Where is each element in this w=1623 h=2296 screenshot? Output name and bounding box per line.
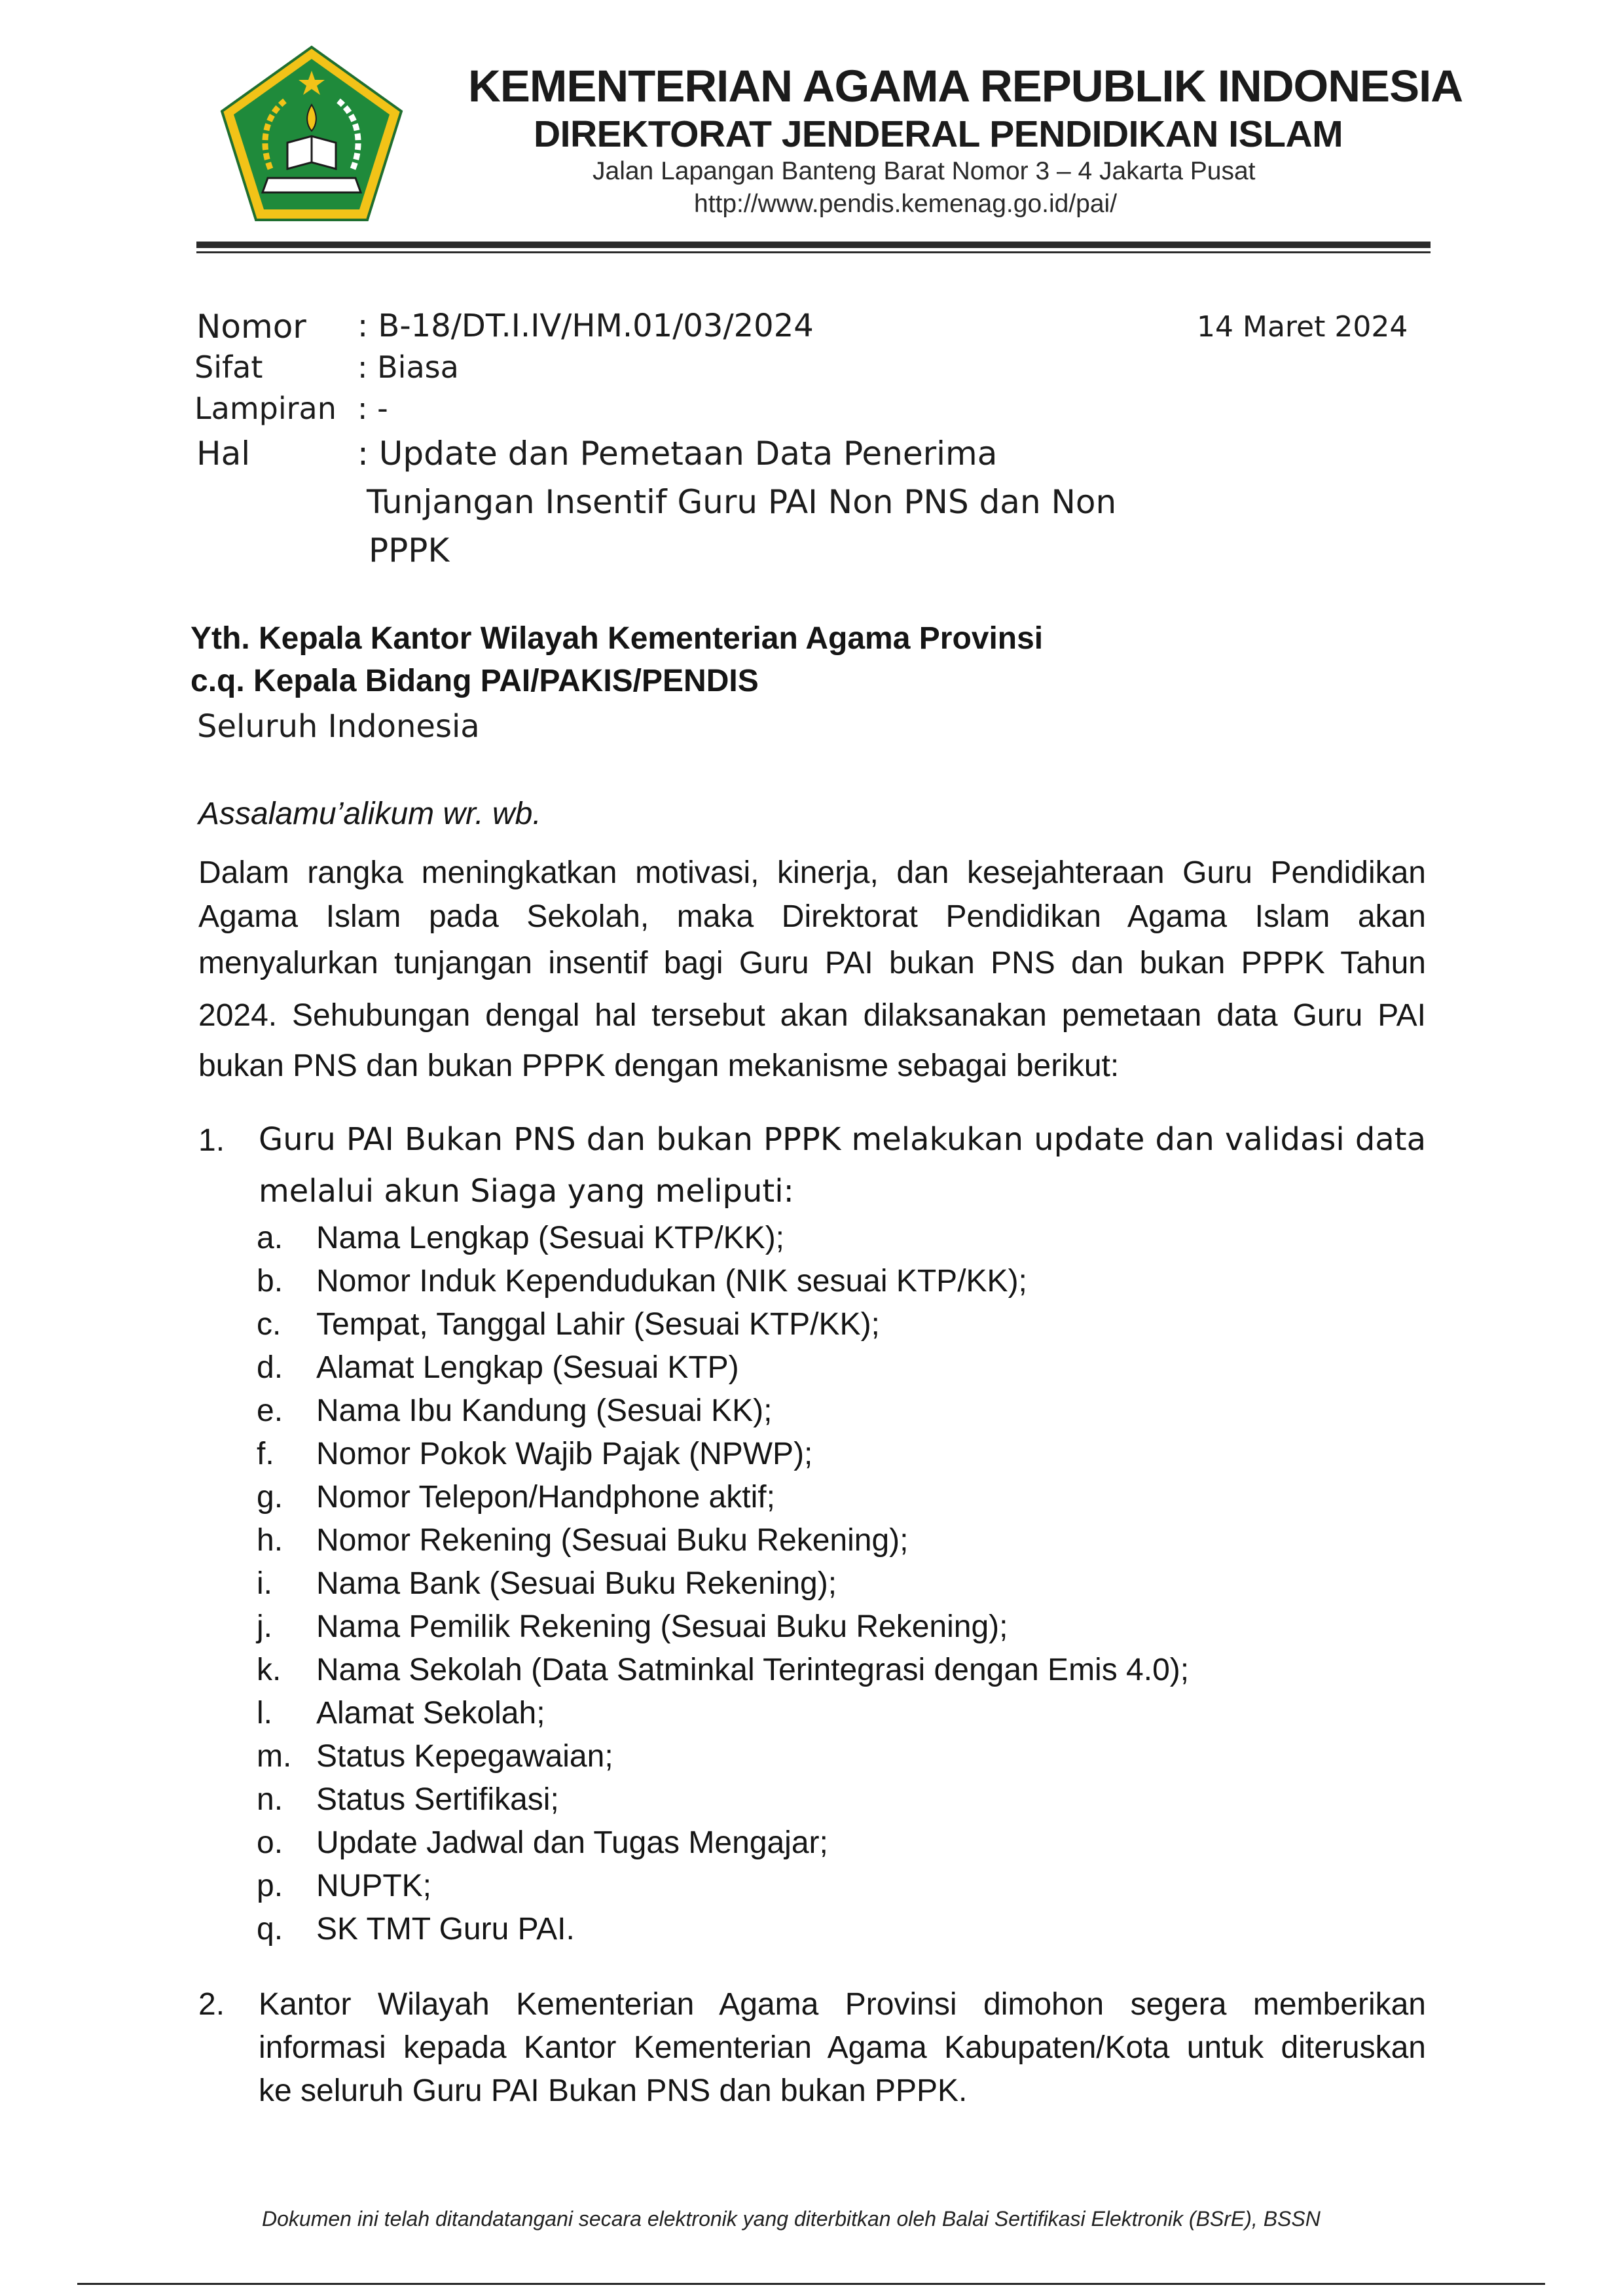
sublist-item: Tempat, Tanggal Lahir (Sesuai KTP/KK); [316,1307,880,1342]
sublist-item: Status Kepegawaian; [316,1739,613,1774]
recipient-line2: c.q. Kepala Bidang PAI/PAKIS/PENDIS [191,664,759,698]
intro-line4: 2024. Sehubungan dengal hal tersebut akan dilaksanakan pemetaan data Guru PAI [198,998,1426,1033]
sublist-item: Nama Pemilik Rekening (Sesuai Buku Rekening); [316,1609,1008,1644]
letter-date: 14 Maret 2024 [1197,310,1408,344]
sublist-letter: f. [257,1437,274,1471]
sublist-item: SK TMT Guru PAI. [316,1912,575,1946]
sublist-letter: p. [257,1869,283,1903]
lampiran-value: : - [357,391,388,426]
hal-value-line2: Tunjangan Insentif Guru PAI Non PNS dan Non [367,483,1117,521]
sublist-item: Nomor Rekening (Sesuai Buku Rekening); [316,1523,909,1558]
sublist-letter: c. [257,1307,282,1342]
hal-value-line1: : Update dan Pemetaan Data Penerima [357,435,998,473]
sublist-letter: e. [257,1393,283,1428]
sublist-letter: j. [257,1609,272,1644]
point2-line1: Kantor Wilayah Kementerian Agama Provinsi dimohon segera memberikan [259,1987,1426,2022]
sublist-letter: m. [257,1739,292,1774]
point2-number: 2. [198,1987,225,2022]
point1-line2: melalui akun Siaga yang meliputi: [259,1173,794,1210]
sublist-letter: b. [257,1264,283,1299]
letterhead-address: Jalan Lapangan Banteng Barat Nomor 3 – 4 Jakarta Pusat [593,157,1256,185]
sublist-item: Nama Sekolah (Data Satminkal Terintegrasi dengan Emis 4.0); [316,1653,1190,1687]
sublist-letter: l. [257,1696,272,1731]
sublist-item: Nama Ibu Kandung (Sesuai KK); [316,1393,773,1428]
sublist-item: Nama Bank (Sesuai Buku Rekening); [316,1566,837,1601]
esign-footer-note: Dokumen ini telah ditandatangani secara elektronik yang diterbitkan oleh Balai Sertifikasi Elektronik (BSrE), BSSN [262,2207,1321,2231]
point2-line3: ke seluruh Guru PAI Bukan PNS dan bukan PPPK. [259,2073,968,2108]
sublist-letter: a. [257,1221,283,1255]
greeting: Assalamu’alikum wr. wb. [198,797,541,831]
intro-line5: bukan PNS dan bukan PPPK dengan mekanisme sebagai berikut: [198,1049,1120,1083]
recipient-line3: Seluruh Indonesia [197,708,480,745]
sublist-item: Alamat Lengkap (Sesuai KTP) [316,1350,739,1385]
intro-line2: Agama Islam pada Sekolah, maka Direktorat Pendidikan Agama Islam akan [198,899,1426,934]
sifat-value: : Biasa [357,350,459,385]
sublist-item: Status Sertifikasi; [316,1782,559,1817]
sublist-item: NUPTK; [316,1869,432,1903]
nomor-value: : B-18/DT.I.IV/HM.01/03/2024 [357,308,814,344]
letterhead-ministry: KEMENTERIAN AGAMA REPUBLIK INDONESIA [468,61,1463,111]
sublist-letter: h. [257,1523,283,1558]
hal-label: Hal [196,435,251,473]
sublist-letter: d. [257,1350,283,1385]
intro-line1: Dalam rangka meningkatkan motivasi, kinerja, dan kesejahteraan Guru Pendidikan [198,855,1426,890]
lampiran-label: Lampiran [194,391,337,426]
sublist-item: Nomor Induk Kependudukan (NIK sesuai KTP/KK); [316,1264,1027,1299]
sublist-letter: q. [257,1912,283,1946]
sifat-label: Sifat [194,350,263,385]
sublist-letter: n. [257,1782,283,1817]
letterhead-directorate: DIREKTORAT JENDERAL PENDIDIKAN ISLAM [534,113,1343,155]
sublist-letter: o. [257,1825,283,1860]
sublist-item: Update Jadwal dan Tugas Mengajar; [316,1825,828,1860]
point1-line1: Guru PAI Bukan PNS dan bukan PPPK melakukan update dan validasi data [259,1121,1426,1158]
recipient-line1: Yth. Kepala Kantor Wilayah Kementerian Agama Provinsi [191,621,1044,656]
hal-value-line3: PPPK [369,531,450,569]
point2-line2: informasi kepada Kantor Kementerian Agama Kabupaten/Kota untuk diteruskan [259,2030,1426,2065]
sublist-letter: k. [257,1653,282,1687]
footer-divider [77,2283,1545,2285]
letterhead-divider [196,242,1431,248]
sublist-letter: i. [257,1566,272,1601]
point1-number: 1. [198,1123,225,1158]
nomor-label: Nomor [196,308,306,346]
sublist-letter: g. [257,1480,283,1515]
kemenag-logo [219,45,404,223]
sublist-item: Alamat Sekolah; [316,1696,545,1731]
letterhead-url[interactable]: http://www.pendis.kemenag.go.id/pai/ [694,190,1118,218]
sublist-item: Nama Lengkap (Sesuai KTP/KK); [316,1221,785,1255]
letterhead-divider-thin [196,251,1431,253]
sublist-item: Nomor Pokok Wajib Pajak (NPWP); [316,1437,813,1471]
intro-line3: menyalurkan tunjangan insentif bagi Guru PAI bukan PNS dan bukan PPPK Tahun [198,946,1426,980]
sublist-item: Nomor Telepon/Handphone aktif; [316,1480,775,1515]
